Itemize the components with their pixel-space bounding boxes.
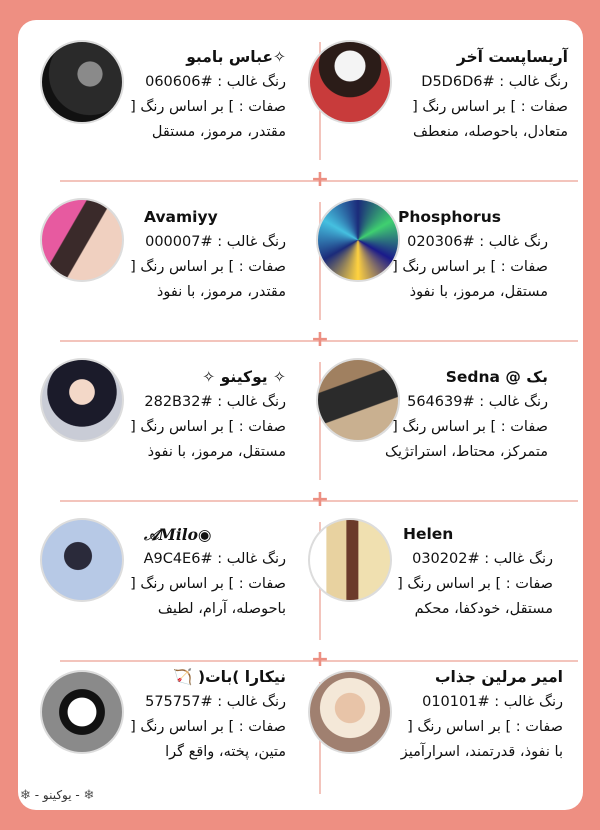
profile-name: Helen [403,525,454,543]
plus-icon: + [310,647,330,672]
traits-list: مقتدر، مرموز، با نفوذ [156,284,286,300]
girl-with-posters-avatar [316,358,400,442]
traits-list: باحوصله، آرام، لطیف [157,601,286,617]
plus-icon: + [310,167,330,192]
snowflake-icon: ❄ [83,788,95,803]
dominant-color: رنگ غالب : #030202 [412,551,553,567]
profile-name: 𝒜Milo◉ [144,525,212,544]
dominant-color: رنگ غالب : #010101 [422,694,563,710]
profile-card [18,20,583,810]
traits-label: صفات : ] بر اساس رنگ [ [397,576,553,592]
traits-label: صفات : ] بر اساس رنگ [ [130,99,286,115]
traits-list: مستقل، خودکفا، محکم [414,601,553,617]
profile-info [130,522,286,622]
couple-pink-avatar [40,198,124,282]
traits-list: متین، پخته، واقع گرا [165,744,286,760]
profile-info [400,665,563,765]
profile-info [397,522,553,622]
anime-girl-avatar [40,358,124,442]
dominant-color: رنگ غالب : #020306 [407,234,548,250]
profile-info [130,665,286,765]
snowflake-icon: ❄ [20,788,31,803]
dominant-color: رنگ غالب : #564639 [407,394,548,410]
traits-label: صفات : ] بر اساس رنگ [ [130,419,286,435]
traits-list: مستقل، مرموز، با نفوذ [147,444,286,460]
profile-info [412,45,568,145]
dominant-color: رنگ غالب : #575757 [145,694,286,710]
traits-label: صفات : ] بر اساس رنگ [ [392,419,548,435]
traits-list: متمرکز، محتاط، استراتژیک [385,444,548,460]
profile-name: ✧ یوکینو ✧ [202,368,286,386]
dominant-color: رنگ غالب : #D5D6D6 [421,74,568,90]
traits-label: صفات : ] بر اساس رنگ [ [130,719,286,735]
profile-name: بک @ Sedna [445,368,548,386]
footer-text: - یوکینو - [34,788,80,802]
traits-label: صفات : ] بر اساس رنگ [ [130,259,286,275]
dark-duo-avatar [40,40,124,124]
profile-info [130,45,286,145]
dominant-color: رنگ غالب : #000007 [145,234,286,250]
traits-label: صفات : ] بر اساس رنگ [ [407,719,563,735]
woman-white-hat-avatar [308,40,392,124]
profile-name: نیکارا )بات( 🏹 [173,668,286,686]
dominant-color: رنگ غالب : #060606 [145,74,286,90]
profile-name: ✧عباس بامبو [186,48,286,66]
blurred-girl-avatar [40,518,124,602]
profile-info [130,365,286,465]
traits-list: مقتدر، مرموز، مستقل [151,124,286,140]
traits-label: صفات : ] بر اساس رنگ [ [412,99,568,115]
plus-icon: + [310,327,330,352]
profile-info [130,205,286,305]
profile-info [385,365,548,465]
traits-list: مستقل، مرموز، با نفوذ [409,284,548,300]
blonde-woman-avatar [308,670,392,754]
plus-icon: + [310,487,330,512]
profile-name: Phosphorus [398,208,501,226]
psychedelic-art-avatar [316,198,400,282]
dominant-color: رنگ غالب : #A9C4E6 [143,551,286,567]
profile-info [392,205,548,305]
traits-label: صفات : ] بر اساس رنگ [ [130,576,286,592]
anime-duo-avatar [308,518,392,602]
footer-signature [20,788,94,803]
dominant-color: رنگ غالب : #282B32 [144,394,286,410]
traits-list: متعادل، باحوصله، منعطف [413,124,568,140]
profile-name: امیر مرلین جذاب [434,668,563,686]
traits-label: صفات : ] بر اساس رنگ [ [392,259,548,275]
profile-name: آریساپست آخر [456,48,568,66]
profile-name: Avamiyy [144,208,218,226]
cartoon-dog-avatar [40,670,124,754]
traits-list: با نفوذ، قدرتمند، اسرارآمیز [400,744,563,760]
